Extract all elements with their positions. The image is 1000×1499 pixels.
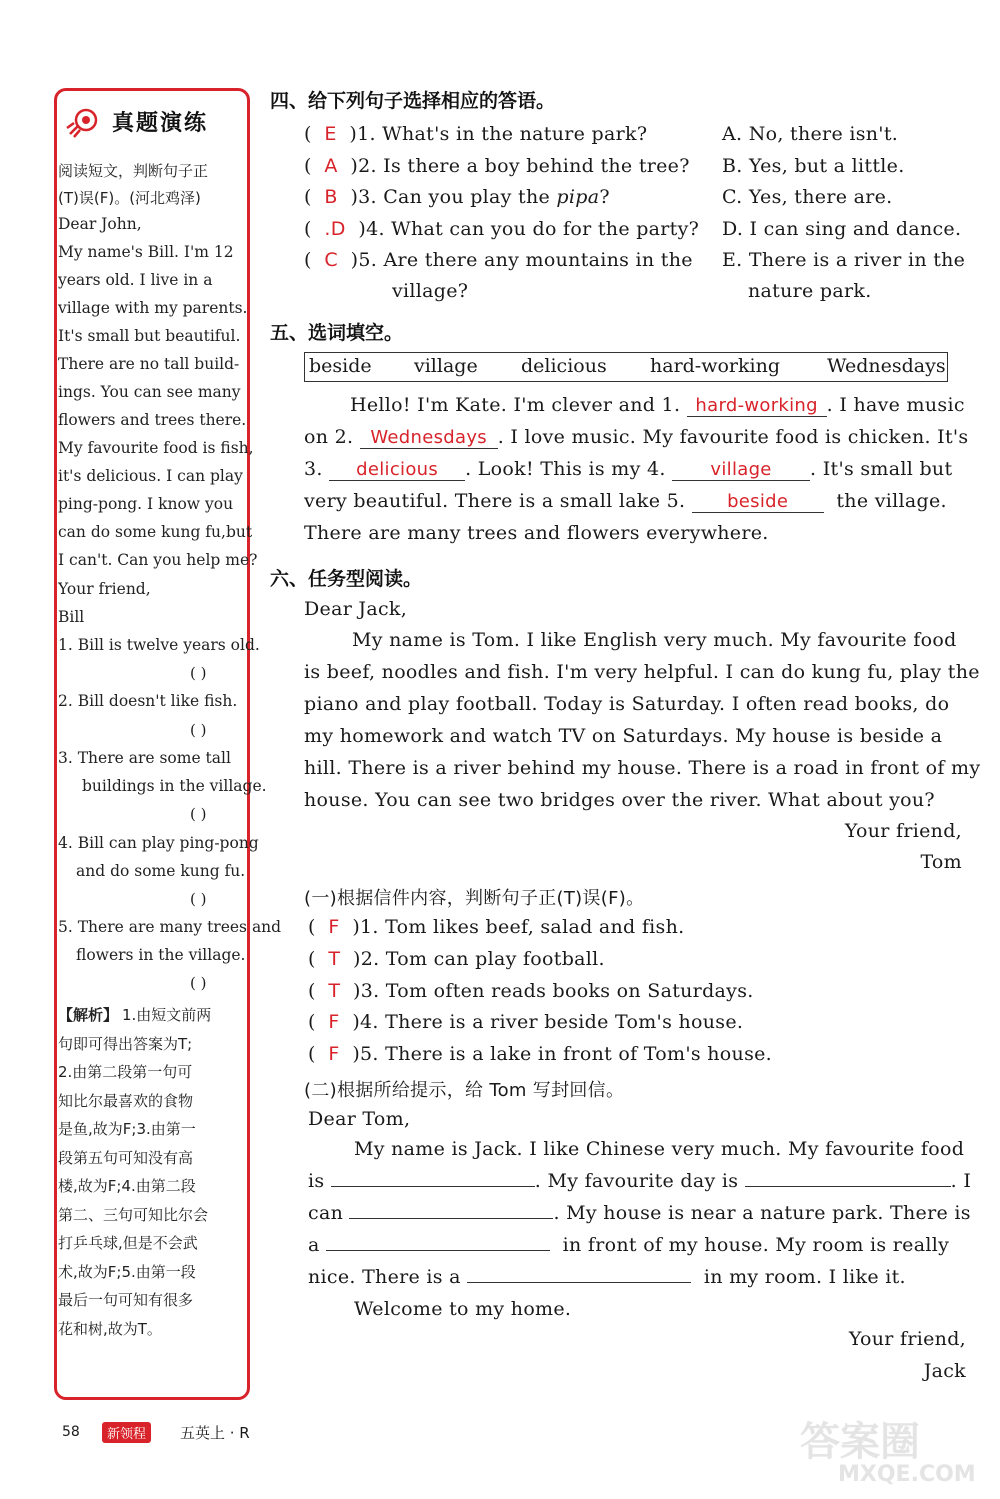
analysis-line: 1.由短文前两 — [122, 1006, 212, 1024]
text: on 2. — [304, 426, 354, 448]
sidebar-line: flowers in the village. — [76, 946, 246, 964]
text: 3. — [304, 458, 323, 480]
s5-line-5: There are many trees and flowers everywhere. — [304, 522, 769, 544]
reply-blank-can[interactable] — [349, 1218, 553, 1219]
s5-line-2 — [304, 426, 968, 449]
s4-item — [304, 186, 610, 208]
s4-item — [304, 123, 647, 145]
s5-line-3 — [304, 458, 952, 481]
reply-line-5 — [308, 1266, 906, 1288]
s4-item — [304, 249, 693, 271]
tf-item — [308, 1043, 772, 1065]
open-paren: ( — [304, 154, 312, 177]
answer-letter: E — [324, 123, 337, 145]
letter-sign-1: Your friend, — [844, 820, 962, 842]
reply-line-1: My name is Jack. I like Chinese very much. My favourite food — [354, 1138, 965, 1160]
s4-option: E. There is a river in the — [722, 249, 966, 271]
analysis-line: 最后一句可知有很多 — [58, 1291, 194, 1309]
text: . My favourite day is — [534, 1170, 739, 1192]
sidebar-line: My name's Bill. I'm 12 — [58, 243, 234, 261]
s5-line-4 — [304, 490, 947, 513]
tf-text: )1. Tom likes beef, salad and fish. — [352, 916, 685, 938]
question-end: ? — [599, 186, 610, 208]
text: very beautiful. There is a small lake 5. — [304, 490, 686, 512]
answer-letter: B — [324, 186, 338, 208]
tf-text: )4. There is a river beside Tom's house. — [352, 1011, 744, 1034]
text: . Look! This is my 4. — [465, 458, 666, 480]
sidebar-line: 5. There are many trees and — [58, 918, 282, 936]
analysis-label: 【解析】 — [58, 1006, 119, 1024]
analysis-line: 知比尔最喜欢的食物 — [58, 1091, 194, 1110]
open-paren: ( — [308, 947, 316, 970]
text: Hello! I'm Kate. I'm clever and 1. — [350, 394, 681, 416]
sidebar-line: Bill — [58, 608, 85, 626]
reply-line-3 — [308, 1202, 971, 1224]
sidebar-line: My favourite food is fish, — [58, 439, 254, 457]
open-paren: ( — [308, 1043, 316, 1066]
analysis-line: 段第五句可知没有高 — [58, 1148, 194, 1167]
analysis-line: 第二、三句可知比尔会 — [58, 1205, 209, 1224]
sidebar-line: flowers and trees there. — [58, 411, 247, 429]
sidebar-line: 2. Bill doesn't like fish. — [58, 692, 238, 710]
text: nice. There is a — [308, 1266, 461, 1288]
s4-item — [304, 155, 690, 177]
question-text: )2. Is there a boy behind the tree? — [350, 154, 690, 177]
reply-line-6: Welcome to my home. — [354, 1298, 572, 1320]
part-1-heading: (一)根据信件内容，判断句子正(T)误(F)。 — [304, 888, 645, 909]
word-delicious: delicious — [521, 355, 607, 377]
open-paren: ( — [308, 1011, 316, 1034]
tf-item — [308, 1011, 743, 1033]
analysis-line: 术,故为F;5.由第一段 — [58, 1262, 196, 1281]
sidebar-line: There are no tall build- — [58, 355, 240, 373]
sidebar-line: (T)误(F)。(河北鸡泽) — [58, 189, 201, 207]
sidebar-line: it's delicious. I can play — [58, 467, 243, 485]
reply-blank-day[interactable] — [745, 1186, 951, 1187]
sidebar-title: 真题演练 — [112, 111, 209, 136]
sidebar-line: 阅读短文，判断句子正 — [58, 162, 209, 180]
answer-blank-5: beside — [692, 491, 824, 513]
s5-line-1 — [350, 394, 965, 417]
letter-sign-2: Tom — [920, 851, 962, 873]
tf-answer: F — [328, 916, 340, 938]
analysis-line: 楼,故为F;4.由第二段 — [58, 1177, 196, 1195]
answer-paren[interactable]: ( ) — [190, 805, 207, 823]
tf-text: )2. Tom can play football. — [353, 947, 605, 970]
open-paren: ( — [308, 916, 316, 938]
reply-blank-room[interactable] — [467, 1282, 691, 1283]
sidebar-line: 1. Bill is twelve years old. — [58, 636, 260, 654]
text: . I have music — [826, 394, 965, 416]
tf-answer: F — [328, 1043, 340, 1066]
answer-blank-3: delicious — [329, 459, 465, 481]
watermark-logo: 答案圈 — [800, 1419, 920, 1465]
analysis-line: 花和树,故为T。 — [58, 1319, 162, 1338]
rocket-icon — [64, 104, 104, 140]
tf-text: )5. There is a lake in front of Tom's house. — [352, 1043, 773, 1066]
s4-option: D. I can sing and dance. — [722, 217, 962, 240]
open-paren: ( — [304, 249, 312, 271]
s4-option: B. Yes, but a little. — [722, 154, 905, 177]
text: can — [308, 1202, 344, 1224]
reply-line-2 — [308, 1170, 971, 1192]
text: is — [308, 1170, 325, 1192]
s4-option: C. Yes, there are. — [722, 186, 893, 208]
answer-paren[interactable]: ( ) — [190, 890, 207, 908]
open-paren: ( — [304, 186, 312, 208]
text: . I love music. My favourite food is chicken. It's — [497, 426, 969, 448]
word-beside: beside — [309, 355, 372, 377]
letter-line: piano and play football. Today is Saturday. I often read books, do — [304, 693, 950, 715]
word-hard-working: hard-working — [650, 355, 781, 377]
sidebar-line: 3. There are some tall — [58, 749, 231, 767]
sidebar-line: buildings in the village. — [82, 777, 267, 795]
letter-greeting: Dear Jack, — [304, 598, 408, 620]
tf-text: )3. Tom often reads books on Saturdays. — [353, 979, 754, 1002]
page-number: 58 — [62, 1424, 80, 1440]
sidebar-line: can do some kung fu,but — [58, 523, 253, 541]
letter-line: house. You can see two bridges over the river. What about you? — [304, 789, 935, 811]
reply-greeting: Dear Tom, — [308, 1108, 411, 1130]
analysis-line: 句即可得出答案为T; — [58, 1034, 193, 1053]
s4-q5-cont: village? — [392, 280, 469, 302]
text: a — [308, 1234, 320, 1256]
answer-paren[interactable]: ( ) — [190, 721, 207, 739]
sidebar-line: It's small but beautiful. — [58, 327, 241, 345]
sidebar-line: and do some kung fu. — [76, 862, 246, 880]
analysis-line: 是鱼,故为F;3.由第一 — [58, 1120, 196, 1138]
reply-blank-front[interactable] — [326, 1250, 550, 1251]
sidebar-line: 4. Bill can play ping-pong — [58, 834, 259, 852]
open-paren: ( — [304, 217, 312, 240]
question-text: )4. What can you do for the party? — [358, 217, 700, 240]
section-6-heading: 六、任务型阅读。 — [270, 568, 423, 590]
s4-optE-cont: nature park. — [748, 280, 872, 302]
tf-answer: T — [328, 979, 341, 1002]
sidebar-line: Dear John, — [58, 215, 142, 233]
answer-blank-4: village — [672, 459, 810, 481]
word-village: village — [414, 355, 478, 377]
tf-item — [308, 980, 754, 1002]
answer-letter: .D — [324, 217, 346, 240]
question-text: )3. Can you play the — [350, 186, 557, 208]
question-text: )5. Are there any mountains in the — [350, 249, 693, 271]
section-5-heading: 五、选词填空。 — [270, 322, 404, 344]
answer-letter: A — [324, 154, 338, 177]
answer-blank-1: hard-working — [687, 395, 827, 417]
tf-answer: F — [328, 1011, 340, 1034]
tf-item — [308, 916, 684, 938]
section-4-heading: 四、给下列句子选择相应的答语。 — [270, 90, 556, 112]
reply-blank-food[interactable] — [331, 1186, 535, 1187]
reply-line-4 — [308, 1234, 949, 1256]
part-2-heading: (二)根据所给提示，给 Tom 写封回信。 — [304, 1080, 625, 1101]
text: in my room. I like it. — [703, 1266, 906, 1288]
answer-paren[interactable]: ( ) — [190, 974, 207, 992]
s4-option: A. No, there isn't. — [722, 123, 899, 145]
tf-answer: T — [328, 947, 341, 970]
open-paren: ( — [304, 123, 312, 145]
text: . My house is near a nature park. There is — [553, 1202, 971, 1224]
open-paren: ( — [308, 979, 316, 1002]
text: in front of my house. My room is really — [562, 1234, 950, 1256]
text: . It's small but — [810, 458, 953, 480]
sidebar-line: ings. You can see many — [58, 383, 241, 401]
reply-sign-1: Your friend, — [848, 1328, 966, 1350]
analysis-line: 打乒乓球,但是不会武 — [58, 1234, 198, 1252]
answer-letter: C — [324, 249, 338, 271]
question-italic: pipa — [556, 186, 600, 208]
question-text: )1. What's in the nature park? — [349, 123, 648, 145]
reply-sign-2: Jack — [923, 1360, 966, 1382]
letter-line: hill. There is a river behind my house. There is a road in front of my — [304, 757, 981, 779]
text: the village. — [836, 490, 947, 512]
brand-badge: 新领程 — [102, 1422, 151, 1443]
sidebar-line: village with my parents. — [58, 299, 248, 317]
word-wednesdays: Wednesdays — [827, 355, 946, 377]
letter-line: My name is Tom. I like English very much. My favourite food — [352, 629, 957, 651]
analysis-line: 2.由第二段第一句可 — [58, 1063, 193, 1081]
text: . I — [950, 1170, 972, 1192]
sidebar-line: years old. I live in a — [58, 271, 213, 289]
letter-line: is beef, noodles and fish. I'm very helpful. I can do kung fu, play the — [304, 661, 980, 683]
letter-line: my homework and watch TV on Saturdays. My house is beside a — [304, 725, 943, 747]
s4-item — [304, 218, 699, 240]
answer-blank-2: Wednesdays — [360, 427, 498, 449]
grade-label: 五英上 · R — [180, 1424, 250, 1442]
sidebar-line: Your friend, — [58, 580, 151, 598]
sidebar-line: ping-pong. I know you — [58, 495, 234, 513]
answer-paren[interactable]: ( ) — [190, 664, 207, 682]
tf-item — [308, 948, 605, 970]
sidebar-line: I can't. Can you help me? — [58, 551, 258, 569]
watermark-url: MXQE.COM — [838, 1462, 976, 1487]
